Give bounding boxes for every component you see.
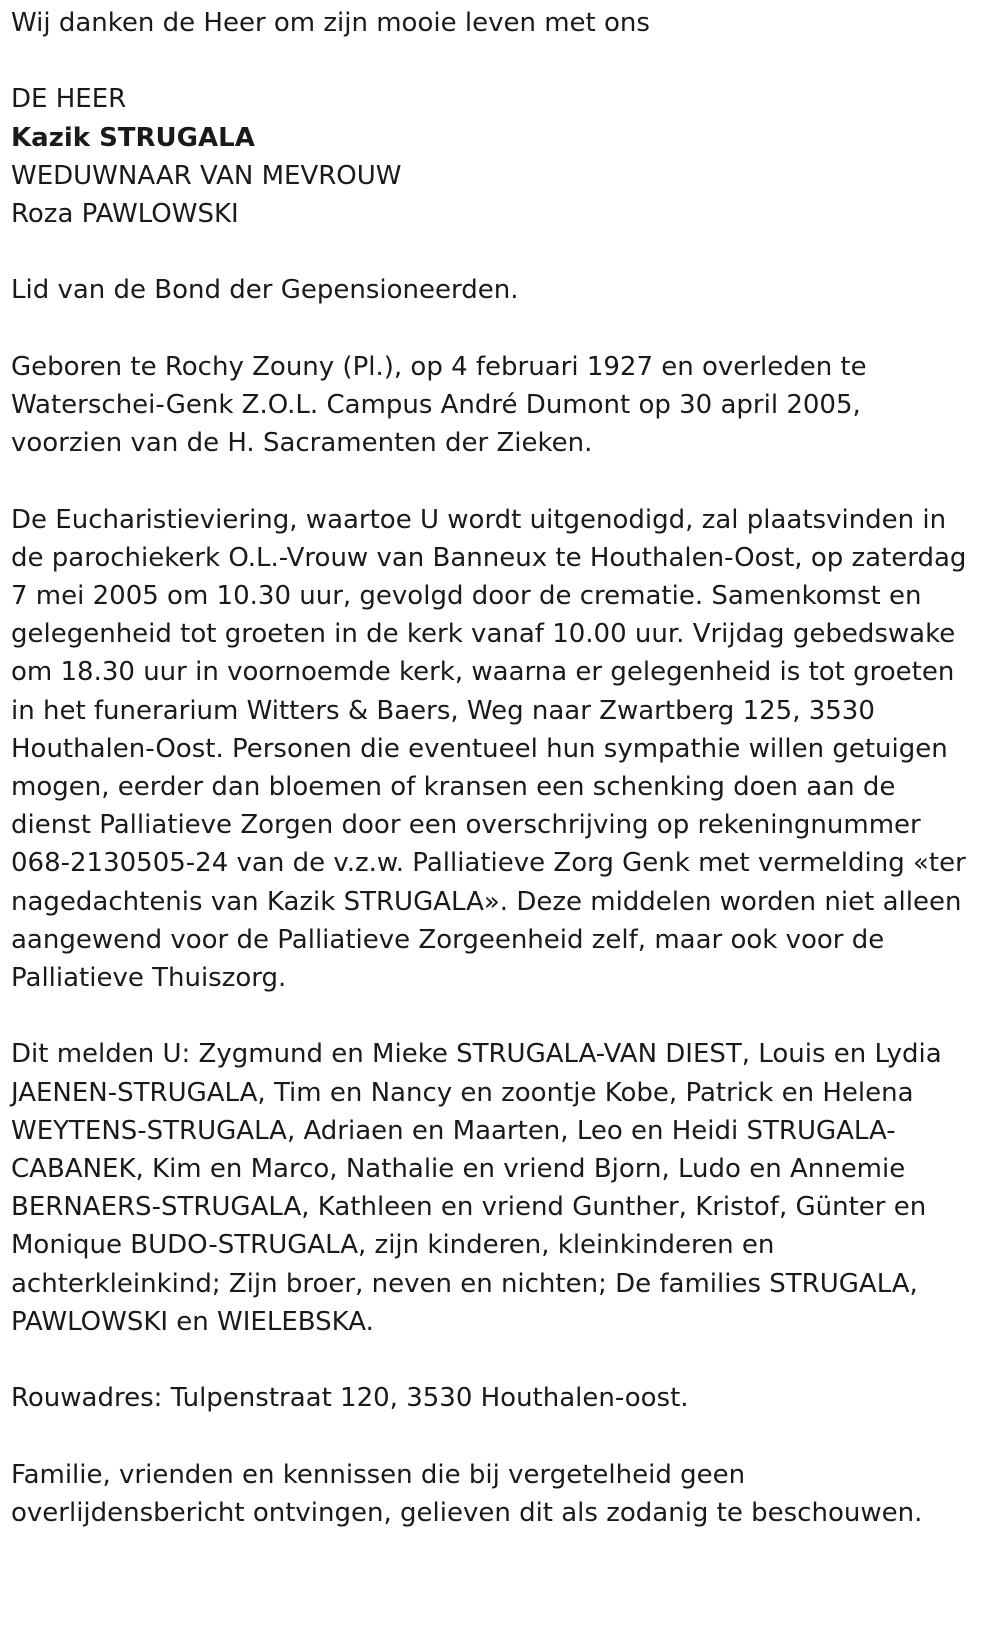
spacer bbox=[11, 462, 991, 500]
family-line: BERNAERS-STRUGALA, Kathleen en vriend Gunther, Kristof, Günter en bbox=[11, 1192, 927, 1223]
spouse-prefix: WEDUWNAAR VAN MEVROUW bbox=[11, 160, 402, 191]
family-line: Monique BUDO-STRUGALA, zijn kinderen, kleinkinderen en bbox=[11, 1230, 775, 1261]
closing-line: Familie, vrienden en kennissen die bij vergetelheid geen bbox=[11, 1459, 746, 1490]
membership-line: Lid van de Bond der Gepensioneerden. bbox=[11, 275, 519, 306]
ceremony-line: Palliatieve Thuiszorg. bbox=[11, 963, 287, 994]
ceremony-line: nagedachtenis van Kazik STRUGALA». Deze middelen worden niet alleen bbox=[11, 886, 962, 917]
family-line: PAWLOWSKI en WIELEBSKA. bbox=[11, 1306, 374, 1337]
spacer bbox=[11, 997, 991, 1035]
birth-death-line: Geboren te Rochy Zouny (Pl.), op 4 februari 1927 en overleden te bbox=[11, 351, 867, 382]
family-line: Dit melden U: Zygmund en Mieke STRUGALA-VAN DIEST, Louis en Lydia bbox=[11, 1039, 942, 1070]
spacer bbox=[11, 233, 991, 271]
birth-death-line: Waterschei-Genk Z.O.L. Campus André Dumont op 30 april 2005, bbox=[11, 389, 861, 420]
ceremony-line: dienst Palliatieve Zorgen door een overschrijving op rekeningnummer bbox=[11, 810, 921, 841]
birth-death-line: voorzien van de H. Sacramenten der Zieken. bbox=[11, 428, 593, 459]
closing-line: overlijdensbericht ontvingen, gelieven dit als zodanig te beschouwen. bbox=[11, 1497, 923, 1528]
ceremony-line: De Eucharistieviering, waartoe U wordt uitgenodigd, zal plaatsvinden in bbox=[11, 504, 947, 535]
ceremony-line: in het funerarium Witters & Baers, Weg naar Zwartberg 125, 3530 bbox=[11, 695, 875, 726]
title-prefix: DE HEER bbox=[11, 84, 127, 115]
birth-death-paragraph bbox=[11, 348, 991, 463]
spacer bbox=[11, 42, 991, 80]
ceremony-line: gelegenheid tot groeten in de kerk vanaf 10.00 uur. Vrijdag gebedswake bbox=[11, 619, 956, 650]
ceremony-line: de parochiekerk O.L.-Vrouw van Banneux te Houthalen-Oost, op zaterdag bbox=[11, 542, 967, 573]
spacer bbox=[11, 1341, 991, 1379]
family-line: achterkleinkind; Zijn broer, neven en nichten; De families STRUGALA, bbox=[11, 1268, 918, 1299]
spacer bbox=[11, 310, 991, 348]
family-line: WEYTENS-STRUGALA, Adriaen en Maarten, Leo en Heidi STRUGALA- bbox=[11, 1115, 896, 1146]
family-line: CABANEK, Kim en Marco, Nathalie en vriend Bjorn, Ludo en Annemie bbox=[11, 1154, 906, 1185]
ceremony-line: om 18.30 uur in voornoemde kerk, waarna er gelegenheid is tot groeten bbox=[11, 657, 955, 688]
obituary-document bbox=[11, 4, 991, 1532]
ceremony-paragraph bbox=[11, 501, 991, 998]
intro-line: Wij danken de Heer om zijn mooie leven met ons bbox=[11, 8, 650, 38]
ceremony-line: Houthalen-Oost. Personen die eventueel hun sympathie willen getuigen bbox=[11, 733, 948, 764]
closing-paragraph bbox=[11, 1456, 991, 1532]
ceremony-line: 068-2130505-24 van de v.z.w. Palliatieve Zorg Genk met vermelding «ter bbox=[11, 848, 966, 879]
family-paragraph bbox=[11, 1035, 991, 1341]
spouse-name: Roza PAWLOWSKI bbox=[11, 199, 239, 229]
mourning-address: Rouwadres: Tulpenstraat 120, 3530 Houthalen-oost. bbox=[11, 1383, 689, 1414]
spacer bbox=[11, 1417, 991, 1455]
ceremony-line: mogen, eerder dan bloemen of kransen een schenking doen aan de bbox=[11, 772, 896, 802]
family-line: JAENEN-STRUGALA, Tim en Nancy en zoontje Kobe, Patrick en Helena bbox=[11, 1077, 914, 1108]
ceremony-line: aangewend voor de Palliatieve Zorgeenheid zelf, maar ook voor de bbox=[11, 924, 885, 955]
deceased-name: Kazik STRUGALA bbox=[11, 122, 255, 153]
ceremony-line: 7 mei 2005 om 10.30 uur, gevolgd door de crematie. Samenkomst en bbox=[11, 580, 922, 611]
